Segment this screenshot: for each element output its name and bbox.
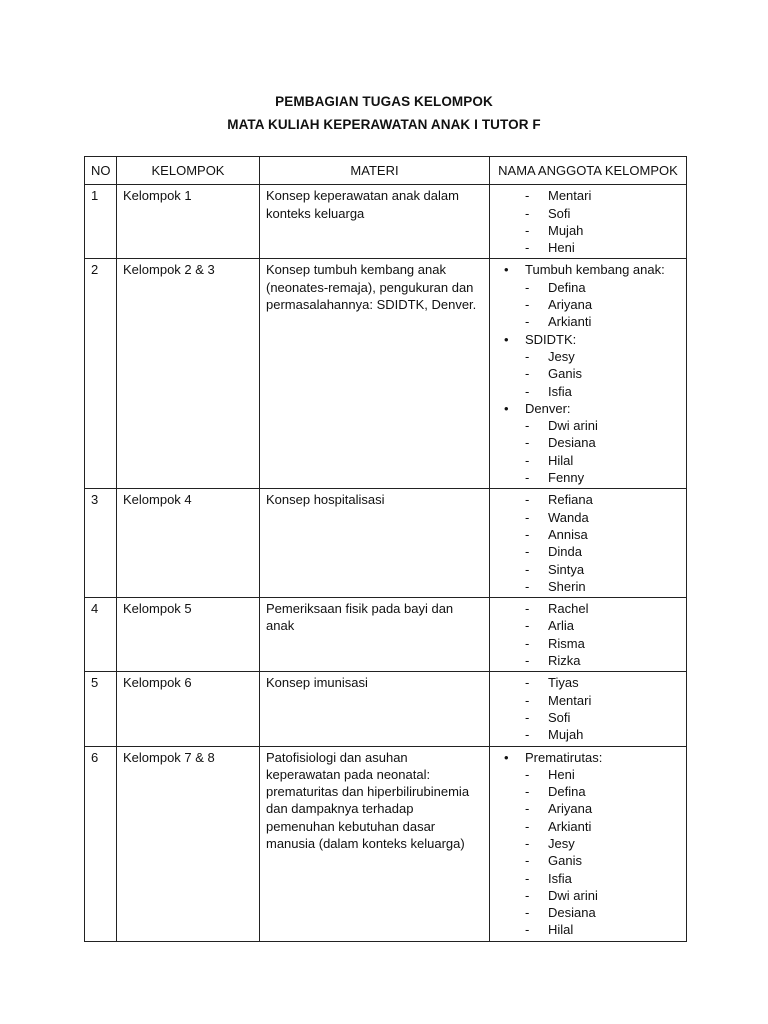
member-name: Sofi: [548, 205, 571, 221]
member-item: [496, 526, 680, 543]
member-item: [496, 491, 680, 508]
dash-icon: -: [525, 578, 530, 594]
row-kelompok: Kelompok 1: [117, 185, 260, 259]
member-item: [496, 313, 680, 330]
member-name: Hilal: [548, 922, 574, 938]
member-name: Jesy: [548, 348, 575, 364]
dash-icon: -: [525, 297, 530, 313]
header-kelompok: KELOMPOK: [117, 157, 260, 185]
dash-icon: -: [525, 452, 530, 468]
member-name: Heni: [548, 766, 575, 782]
member-item: [496, 222, 680, 239]
dash-icon: -: [525, 526, 530, 542]
row-anggota: [490, 259, 687, 489]
member-name: Ariyana: [548, 801, 593, 817]
document-title: PEMBAGIAN TUGAS KELOMPOK: [275, 94, 493, 109]
member-item: [496, 543, 680, 560]
dash-icon: -: [525, 766, 530, 782]
member-item: [496, 417, 680, 434]
bullet-icon: •: [504, 262, 509, 278]
member-item: [496, 818, 680, 835]
member-name: Dwi arini: [548, 887, 598, 903]
member-name: Tiyas: [548, 675, 579, 691]
member-item: [496, 561, 680, 578]
row-number: 4: [85, 598, 117, 672]
dash-icon: -: [525, 492, 530, 508]
row-anggota: [490, 672, 687, 746]
member-name: Rizka: [548, 653, 581, 669]
member-item: [496, 600, 680, 617]
dash-icon: -: [525, 905, 530, 921]
member-item: [496, 904, 680, 921]
dash-icon: -: [525, 314, 530, 330]
member-name: Desiana: [548, 905, 596, 921]
table-row: [85, 185, 687, 259]
dash-icon: -: [525, 509, 530, 525]
member-name: Refiana: [548, 492, 593, 508]
subgroup-label: Denver:: [525, 400, 571, 416]
dash-icon: -: [525, 435, 530, 451]
table-row: [85, 672, 687, 746]
subgroup-label: Tumbuh kembang anak:: [525, 262, 665, 278]
dash-icon: -: [525, 922, 530, 938]
row-number: 6: [85, 746, 117, 941]
member-item: [496, 887, 680, 904]
member-item: [496, 921, 680, 938]
dash-icon: -: [525, 853, 530, 869]
member-item: [496, 578, 680, 595]
member-item: [496, 674, 680, 691]
row-anggota: [490, 489, 687, 598]
dash-icon: -: [525, 692, 530, 708]
member-name: Risma: [548, 635, 585, 651]
member-name: Isfia: [548, 870, 572, 886]
member-name: Heni: [548, 240, 575, 256]
member-item: [496, 617, 680, 634]
row-number: 2: [85, 259, 117, 489]
row-materi: Konsep imunisasi: [260, 672, 490, 746]
member-name: Arlia: [548, 618, 575, 634]
member-name: Sofi: [548, 709, 571, 725]
dash-icon: -: [525, 709, 530, 725]
row-materi: Konsep tumbuh kembang anak (neonates-remaja), pengukuran dan permasalahannya: SDIDTK, Denver.: [260, 259, 490, 489]
dash-icon: -: [525, 835, 530, 851]
member-name: Arkianti: [548, 818, 592, 834]
dash-icon: -: [525, 601, 530, 617]
dash-icon: -: [525, 675, 530, 691]
table-body: [85, 185, 687, 941]
member-item: [496, 279, 680, 296]
row-kelompok: Kelompok 7 & 8: [117, 746, 260, 941]
row-materi: Konsep keperawatan anak dalam konteks keluarga: [260, 185, 490, 259]
row-materi: Konsep hospitalisasi: [260, 489, 490, 598]
member-item: [496, 726, 680, 743]
member-item: [496, 709, 680, 726]
subgroup-label: Prematirutas:: [525, 749, 603, 765]
bullet-icon: •: [504, 400, 509, 416]
member-item: [496, 852, 680, 869]
dash-icon: -: [525, 279, 530, 295]
dash-icon: -: [525, 240, 530, 256]
dash-icon: -: [525, 653, 530, 669]
member-name: Dwi arini: [548, 418, 598, 434]
member-name: Defina: [548, 784, 586, 800]
member-name: Desiana: [548, 435, 596, 451]
subgroup-heading: [496, 749, 680, 766]
document-subtitle: MATA KULIAH KEPERAWATAN ANAK I TUTOR F: [227, 117, 541, 132]
member-name: Mujah: [548, 222, 584, 238]
row-number: 1: [85, 185, 117, 259]
member-item: [496, 800, 680, 817]
bullet-icon: •: [504, 749, 509, 765]
member-name: Rachel: [548, 601, 589, 617]
member-item: [496, 766, 680, 783]
member-name: Defina: [548, 279, 586, 295]
member-name: Mentari: [548, 692, 592, 708]
member-name: Jesy: [548, 835, 575, 851]
dash-icon: -: [525, 188, 530, 204]
dash-icon: -: [525, 418, 530, 434]
dash-icon: -: [525, 205, 530, 221]
member-item: [496, 870, 680, 887]
member-item: [496, 509, 680, 526]
member-name: Annisa: [548, 526, 588, 542]
dash-icon: -: [525, 222, 530, 238]
row-materi: Patofisiologi dan asuhan keperawatan pada neonatal: prematuritas dan hiperbilirubinemia dan dampaknya terhadap pemenuhan kebutuhan dasar manusia (dalam konteks keluarga): [260, 746, 490, 941]
dash-icon: -: [525, 348, 530, 364]
row-kelompok: Kelompok 6: [117, 672, 260, 746]
member-name: Fenny: [548, 470, 585, 486]
dash-icon: -: [525, 544, 530, 560]
member-name: Ganis: [548, 366, 582, 382]
dash-icon: -: [525, 561, 530, 577]
header-materi: MATERI: [260, 157, 490, 185]
member-item: [496, 296, 680, 313]
dash-icon: -: [525, 366, 530, 382]
dash-icon: -: [525, 618, 530, 634]
member-item: [496, 452, 680, 469]
bullet-icon: •: [504, 331, 509, 347]
dash-icon: -: [525, 635, 530, 651]
member-name: Wanda: [548, 509, 589, 525]
member-item: [496, 692, 680, 709]
member-item: [496, 652, 680, 669]
dash-icon: -: [525, 383, 530, 399]
member-name: Hilal: [548, 452, 574, 468]
dash-icon: -: [525, 818, 530, 834]
task-table: [84, 156, 687, 942]
table-header-row: [85, 157, 687, 185]
table-row: [85, 598, 687, 672]
subgroup-heading: [496, 331, 680, 348]
member-name: Isfia: [548, 383, 572, 399]
member-item: [496, 239, 680, 256]
member-name: Sintya: [548, 561, 585, 577]
row-kelompok: Kelompok 2 & 3: [117, 259, 260, 489]
table-row: [85, 259, 687, 489]
row-materi: Pemeriksaan fisik pada bayi dan anak: [260, 598, 490, 672]
dash-icon: -: [525, 887, 530, 903]
member-name: Dinda: [548, 544, 582, 560]
member-name: Ariyana: [548, 297, 593, 313]
row-anggota: [490, 598, 687, 672]
dash-icon: -: [525, 727, 530, 743]
dash-icon: -: [525, 801, 530, 817]
dash-icon: -: [525, 470, 530, 486]
member-name: Arkianti: [548, 314, 592, 330]
row-anggota: [490, 746, 687, 941]
member-item: [496, 783, 680, 800]
row-number: 5: [85, 672, 117, 746]
dash-icon: -: [525, 870, 530, 886]
member-name: Mujah: [548, 727, 584, 743]
member-item: [496, 348, 680, 365]
member-item: [496, 383, 680, 400]
member-item: [496, 187, 680, 204]
dash-icon: -: [525, 784, 530, 800]
row-number: 3: [85, 489, 117, 598]
table-row: [85, 746, 687, 941]
row-kelompok: Kelompok 5: [117, 598, 260, 672]
row-kelompok: Kelompok 4: [117, 489, 260, 598]
member-item: [496, 469, 680, 486]
member-item: [496, 205, 680, 222]
member-item: [496, 635, 680, 652]
member-name: Sherin: [548, 578, 586, 594]
member-item: [496, 365, 680, 382]
subgroup-heading: [496, 400, 680, 417]
member-name: Mentari: [548, 188, 592, 204]
row-anggota: [490, 185, 687, 259]
member-item: [496, 835, 680, 852]
member-name: Ganis: [548, 853, 582, 869]
table-row: [85, 489, 687, 598]
subgroup-label: SDIDTK:: [525, 331, 577, 347]
member-item: [496, 434, 680, 451]
header-nama-anggota: NAMA ANGGOTA KELOMPOK: [490, 157, 687, 185]
header-no: NO: [85, 157, 117, 185]
subgroup-heading: [496, 261, 680, 278]
